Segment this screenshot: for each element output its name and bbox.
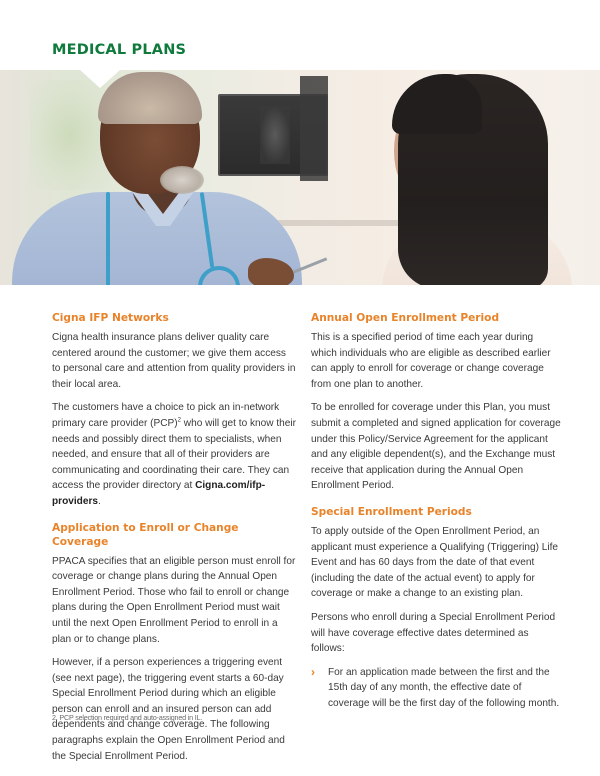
footnote-ref: 2 — [177, 417, 181, 424]
provider-directory-link[interactable]: Cigna.com/ifp-providers — [52, 480, 266, 507]
section-heading: Application to Enroll or Change Coverage — [52, 521, 239, 548]
background-monitor-edge — [300, 76, 328, 181]
hero-photo — [0, 70, 600, 285]
paragraph: Cigna health insurance plans deliver quality care centered around the customer; we give them access to personal care and attention from quality providers in their local area. — [52, 332, 296, 390]
hero-notch-decoration — [80, 70, 120, 88]
page-title: MEDICAL PLANS — [52, 42, 187, 58]
section-cigna-ifp-networks — [52, 311, 297, 510]
paragraph: However, if a person experiences a triggering event (see next page), the triggering event starts a 60-day Special Enrollment Period during which an eligible person can enroll and an insured person can add dependents and change coverage. The following paragraphs explain the Open Enrollment Period and the Special Enrollment Period. — [52, 657, 285, 762]
paragraph: To apply outside of the Open Enrollment Period, an applicant must experience a Qualifying (Triggering) Life Event and has 60 days from the date of that event (including the date of the actual event) to apply for coverage or make a change to an existing plan. — [311, 525, 559, 600]
stethoscope-icon — [106, 192, 110, 285]
doctor-beard — [160, 166, 204, 194]
section-application-to-enroll — [52, 521, 297, 765]
patient-hair-top — [392, 74, 482, 134]
footnote: 2. PCP selection required and auto-assigned in IL. — [52, 713, 203, 722]
section-heading: Cigna IFP Networks — [52, 312, 169, 324]
paragraph: To be enrolled for coverage under this Plan, you must submit a completed and signed application for coverage under this Policy/Service Agreement for the applicant and any eligible dependent(s), and the Exchange must receive that application during the Annual Open Enrollment Period. — [311, 402, 561, 492]
chevron-right-icon: › — [311, 664, 315, 679]
section-heading: Special Enrollment Periods — [311, 505, 472, 518]
paragraph-text: . — [98, 495, 101, 507]
list-item-text: For an application made between the first and the 15th day of any month, the effective date of coverage will be the first day of the following month. — [328, 666, 560, 709]
paragraph — [52, 400, 297, 509]
paragraph-text: The customers have a choice to pick an in-network primary care provider (PCP) — [52, 402, 280, 429]
left-column — [52, 311, 297, 772]
background-window — [30, 80, 110, 190]
section-annual-open-enrollment — [311, 311, 561, 494]
paragraph: PPACA specifies that an eligible person must enroll for coverage or change plans during the Annual Open Enrollment Period. Those who fail to enroll or change plans during the Open Enrollment Period must wait until the next Open Enrollment Period to enroll in a plan or to change plans. — [52, 555, 296, 645]
xray-image — [260, 106, 290, 164]
list-item — [311, 665, 561, 712]
paragraph: Persons who enroll during a Special Enrollment Period will have coverage effective dates determined as follows: — [311, 611, 556, 655]
paragraph-text: who will get to know their needs and possibly direct them to specialists, when needed, and ensure that all of their providers are communicating and coordinating their care. They can access the provider directory at — [52, 417, 296, 492]
paragraph: This is a specified period of time each year during which individuals who are eligible as described earlier can apply to enroll for coverage or change coverage from one plan to another. — [311, 332, 551, 390]
right-column — [311, 311, 561, 711]
section-special-enrollment-periods — [311, 505, 561, 712]
bullet-list — [311, 665, 561, 712]
section-heading: Annual Open Enrollment Period — [311, 312, 500, 324]
background-counter — [260, 220, 420, 226]
